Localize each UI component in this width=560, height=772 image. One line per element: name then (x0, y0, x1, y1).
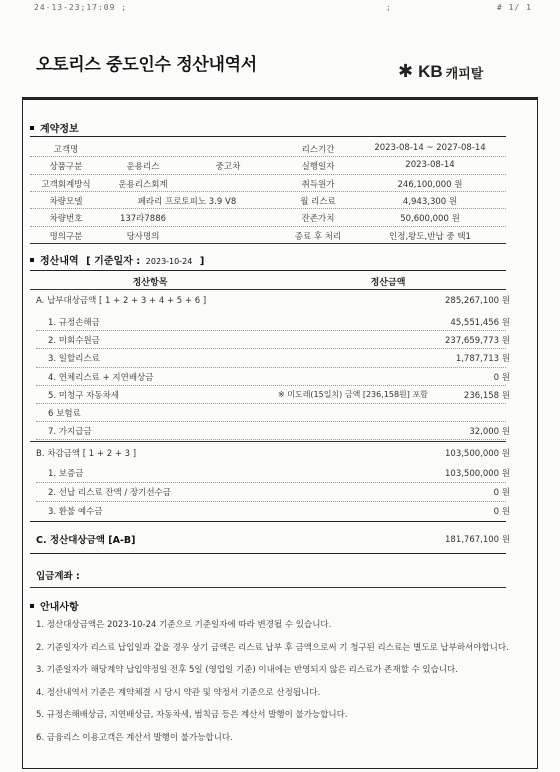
contract-cell-r0-c0: 고객명 (53, 145, 79, 155)
section-notice-title: 안내사항 (30, 598, 79, 613)
a-item-amount: 1,787,713 원 (455, 354, 510, 365)
square-bullet-icon (30, 258, 34, 262)
settlement-header-rule (30, 289, 506, 290)
contract-cell-r2-c0: 고객회계방식 (41, 179, 91, 190)
notice-item: 6. 금융리스 이용고객은 계산서 발행이 불가능합니다. (36, 732, 233, 743)
contract-cell-r5-c0: 명의구분 (49, 231, 83, 242)
contract-table-top-rule (30, 136, 506, 137)
section-a-amount: 285,267,100 원 (445, 296, 510, 306)
a-item-amount: 236,158 원 (463, 390, 510, 401)
notice-item: 1. 정산대상금액은 2023-10-24 기준으로 기준일자에 따라 변경될 수 있습니다. (36, 620, 332, 630)
account-bottom-rule (30, 587, 506, 588)
contract-cell-r4-c5: 50,600,000 원 (400, 214, 460, 225)
contract-cell-r4-c1: 137라7886 (119, 214, 167, 225)
section-c-amount: 181,767,100 원 (445, 535, 510, 545)
contract-cell-r1-c0: 상품구분 (49, 162, 83, 173)
kb-star-icon: ✱ (398, 61, 414, 82)
a-item-amount: 237,659,773 원 (445, 336, 510, 347)
col-header-item: 정산항목 (132, 278, 168, 288)
b-item-amount: 103,500,000 원 (445, 469, 510, 479)
a-item-label: 7. 가지급금 (48, 427, 92, 438)
section-settlement-title: 정산내역 [ 기준일자 : 2023-10-24 ] (30, 252, 204, 267)
b-item-label: 1. 보증금 (48, 469, 84, 479)
contract-cell-r1-c4: 실행일자 (301, 162, 335, 173)
logo-suffix: 캐피탈 (445, 66, 484, 82)
base-date-value: 2023-10-24 (145, 257, 193, 266)
a-item-label: 1. 규정손해금 (48, 318, 100, 328)
a-item-divider (36, 348, 506, 349)
contract-cell-r4-c0: 차량번호 (49, 214, 83, 225)
settlement-table-top-rule (30, 270, 506, 271)
base-date-close: ] (199, 256, 205, 267)
section-a-label: A. 납부대상금액 [ 1 + 2 + 3 + 4 + 5 + 6 ] (36, 296, 207, 306)
contract-cell-r0-c5: 2023-08-14 ~ 2027-08-14 (374, 143, 486, 153)
a-item-divider (36, 330, 506, 331)
a-item-divider (36, 385, 506, 386)
b-item-divider (36, 482, 506, 483)
b-item-divider (36, 501, 506, 502)
notice-item: 5. 규정손해배상금, 지연배상금, 자동차세, 범칙금 등은 계산서 발행이 불가능합니다. (36, 710, 348, 720)
contract-cell-r3-c5: 4,943,300 원 (402, 196, 458, 207)
contract-row-divider (30, 156, 506, 157)
a-item-note: ※ 미도래(15일치) 금액 [236,158원] 포함 (278, 389, 428, 399)
notice-item: 2. 기준일자가 리스료 납입일과 같을 경우 상기 금액은 리스료 납부 후 금액으로써 기 청구된 리스료는 별도로 납부하셔야합니다. (36, 642, 509, 653)
contract-row-divider (30, 226, 506, 227)
square-bullet-icon (30, 604, 34, 608)
section-contract-title: 계약정보 (30, 120, 79, 135)
logo-text: KB (418, 62, 443, 81)
square-bullet-icon (30, 126, 34, 130)
document-title: 오토리스 중도인수 정산내역서 (36, 55, 257, 75)
a-item-divider (36, 421, 506, 422)
contract-row-divider (30, 191, 506, 192)
section-c-label: C. 정산대상금액 [A-B] (36, 535, 136, 546)
contract-cell-r1-c5: 2023-08-14 (405, 160, 455, 171)
notice-item: 3. 기준일자가 해당계약 납입약정일 전후 5일 (영업일 기준) 이내에는 반영되지 않은 리스료가 존재할 수 있습니다. (36, 665, 458, 675)
base-date-label: [ 기준일자 : (86, 256, 141, 267)
a-item-label: 6 보험료 (48, 409, 81, 419)
contract-cell-r5-c1: 당사명의 (126, 231, 160, 242)
section-c-bottom-rule (30, 553, 506, 554)
contract-cell-r5-c4: 종료 후 처리 (294, 231, 342, 242)
contract-cell-r5-c5: 인정,왕도,반납 중 택1 (389, 231, 471, 242)
contract-cell-r3-c0: 차량모델 (49, 196, 83, 207)
contract-cell-r1-c1: 운용리스 (126, 162, 160, 173)
section-b-bottom-rule (30, 521, 506, 522)
contract-cell-r3-c4: 월 리스료 (300, 196, 336, 207)
a-item-divider (36, 367, 506, 368)
section-b-label: B. 차감금액 [ 1 + 2 + 3 ] (36, 449, 137, 459)
b-item-label: 2. 선납 리스료 잔액 / 장기선수금 (48, 488, 172, 498)
contract-cell-r4-c4: 잔존가치 (301, 214, 335, 225)
contract-row-divider (30, 208, 506, 209)
contract-row-divider (30, 174, 506, 175)
contract-cell-r3-c1: 페라리 프로토피노 3.9 V8 (137, 196, 237, 207)
fax-header-page: # 1/ 1 (497, 3, 532, 12)
contract-cell-r0-c4: 리스기간 (301, 145, 335, 155)
fax-header-timestamp: 24-13-23;17:09 ; (34, 3, 128, 12)
contract-cell-r2-c4: 취득원가 (301, 179, 335, 190)
col-header-amount: 정산금액 (370, 278, 406, 288)
a-item-label: 4. 연체리스료 + 지연배상금 (48, 372, 154, 383)
company-logo (398, 62, 483, 82)
section-b-amount: 103,500,000 원 (445, 449, 510, 459)
section-a-bottom-rule (30, 441, 506, 442)
a-item-label: 5. 미청구 자동차세 (48, 390, 119, 401)
b-item-label: 3. 환불 예수금 (48, 507, 103, 517)
contract-cell-r1-c2: 중고차 (215, 162, 241, 173)
contract-table-bottom-rule (30, 243, 506, 244)
contract-cell-r2-c1: 운용리스회계 (118, 179, 168, 190)
notice-item: 4. 정산내역서 기준은 계약체결 시 당시 약관 및 약정서 기준으로 산정됩니다. (36, 687, 321, 698)
b-item-amount: 0 원 (493, 507, 510, 517)
fax-header-separator: ; (386, 3, 392, 12)
a-item-amount: 32,000 원 (469, 427, 510, 438)
a-item-label: 3. 일할리스료 (48, 354, 100, 365)
a-item-label: 2. 미회수원금 (48, 336, 100, 347)
b-item-amount: 0 원 (493, 488, 510, 498)
a-item-divider (36, 403, 506, 404)
a-item-amount: 0 원 (493, 372, 510, 383)
a-item-amount: 45,551,456 원 (450, 318, 510, 328)
deposit-account-label: 입금계좌 : (36, 571, 80, 582)
contract-cell-r2-c5: 246,100,000 원 (397, 179, 463, 190)
